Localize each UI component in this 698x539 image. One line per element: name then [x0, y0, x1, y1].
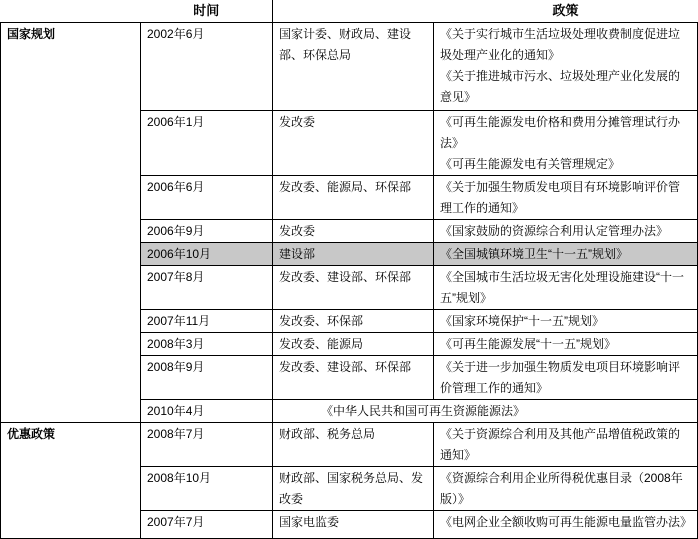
- header-time: 时间: [141, 0, 273, 22]
- policy-title: 《关于推进城市污水、垃圾处理产业化发展的意见》: [440, 68, 681, 104]
- policy-title: 《国家鼓励的资源综合利用认定管理办法》: [440, 223, 669, 238]
- policy-cell-merged: 《中华人民共和国可再生资源能源法》: [273, 399, 698, 422]
- policy-cell: [434, 309, 698, 332]
- policy-title: 《关于资源综合利用及其他产品增值税政策的通知》: [440, 426, 681, 462]
- policy-cell: [434, 422, 698, 466]
- time-cell: 2006年9月: [141, 219, 273, 242]
- table-row: [1, 422, 698, 466]
- policy-title: 《可再生能源发电有关管理规定》: [440, 156, 621, 171]
- header-gap-cell: [273, 0, 434, 22]
- policy-cell: [434, 219, 698, 242]
- header-corner-cell: [1, 0, 141, 22]
- policy-cell: [434, 242, 698, 265]
- agency-cell: 发改委、能源局: [273, 332, 434, 355]
- policy-cell: [434, 466, 698, 510]
- category-cell-national-planning: 国家规划: [1, 22, 141, 422]
- header-policy: 政策: [434, 0, 698, 22]
- agency-cell: 发改委、能源局、环保部: [273, 175, 434, 219]
- agency-cell: 财政部、国家税务总局、发改委: [273, 466, 434, 510]
- time-cell: 2008年9月: [141, 355, 273, 399]
- policy-title: 《资源综合利用企业所得税优惠目录（2008年版）》: [440, 470, 683, 506]
- policy-title: 《关于进一步加强生物质发电项目环境影响评价管理工作的通知》: [440, 359, 681, 395]
- policy-title: 《可再生能源发电价格和费用分摊管理试行办法》: [440, 114, 681, 150]
- time-cell: 2002年6月: [141, 22, 273, 110]
- time-cell: 2008年3月: [141, 332, 273, 355]
- agency-cell: 发改委、建设部、环保部: [273, 265, 434, 309]
- policy-cell: [434, 510, 698, 538]
- agency-cell: 发改委: [273, 219, 434, 242]
- time-cell: 2006年10月: [141, 242, 273, 265]
- policy-title: 《国家环境保护“十一五”规划》: [440, 313, 604, 328]
- policy-cell: [434, 22, 698, 110]
- agency-cell: 发改委、环保部: [273, 309, 434, 332]
- policy-title: 《可再生能源发展“十一五”规划》: [440, 336, 616, 351]
- time-cell: 2008年10月: [141, 466, 273, 510]
- agency-cell: 财政部、税务总局: [273, 422, 434, 466]
- policy-cell: [434, 175, 698, 219]
- agency-cell: 国家计委、财政局、建设部、环保总局: [273, 22, 434, 110]
- agency-cell: 国家电监委: [273, 510, 434, 538]
- time-cell: 2007年7月: [141, 510, 273, 538]
- header-row: [1, 0, 698, 22]
- policy-cell: [434, 355, 698, 399]
- policy-cell: [434, 110, 698, 175]
- time-cell: 2008年7月: [141, 422, 273, 466]
- agency-cell: 发改委: [273, 110, 434, 175]
- agency-cell: 建设部: [273, 242, 434, 265]
- time-cell: 2006年1月: [141, 110, 273, 175]
- policy-title: 《全国城市生活垃圾无害化处理设施建设“十一五”规划》: [440, 269, 684, 305]
- time-cell: 2010年4月: [141, 399, 273, 422]
- table-row: [1, 22, 698, 110]
- policy-cell: [434, 265, 698, 309]
- policy-title: 《电网企业全额收购可再生能源电量监管办法》: [440, 514, 693, 529]
- time-cell: 2006年6月: [141, 175, 273, 219]
- time-cell: 2007年8月: [141, 265, 273, 309]
- time-cell: 2007年11月: [141, 309, 273, 332]
- agency-cell: 发改委、建设部、环保部: [273, 355, 434, 399]
- category-cell-preferential-policy: 优惠政策: [1, 422, 141, 538]
- policy-cell: [434, 332, 698, 355]
- policy-title: 《关于加强生物质发电项目有环境影响评价管理工作的通知》: [440, 179, 681, 215]
- policy-title: 《全国城镇环境卫生“十一五”规划》: [440, 246, 628, 261]
- policy-title: 《关于实行城市生活垃圾处理收费制度促进垃圾处理产业化的通知》: [440, 26, 681, 62]
